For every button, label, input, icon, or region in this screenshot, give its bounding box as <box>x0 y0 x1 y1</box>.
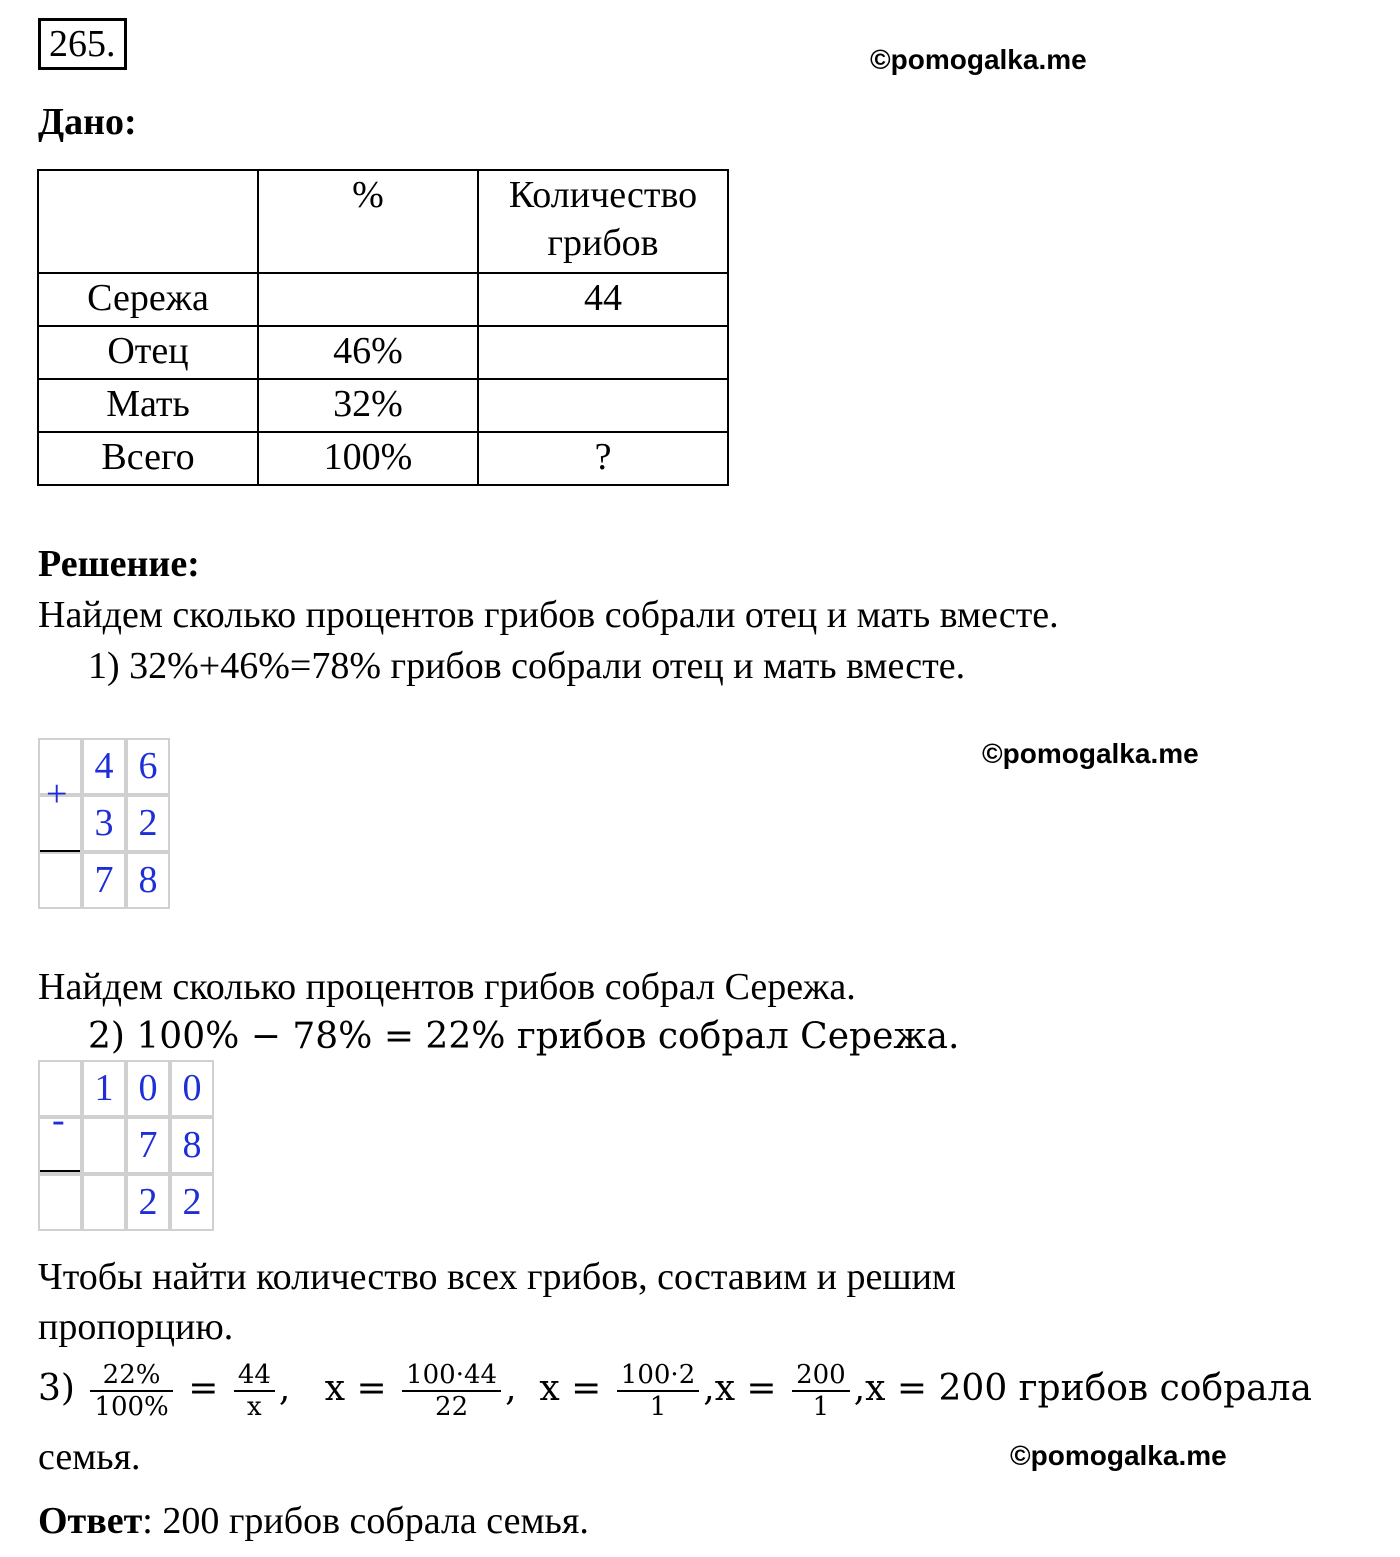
answer-label: Ответ <box>38 1500 143 1542</box>
step2-intro: Найдем сколько процентов грибов собрал Сережа. <box>38 966 856 1008</box>
x-equals: x = <box>324 1368 387 1409</box>
table-cell: 32% <box>258 379 478 432</box>
grid-cell: 2 <box>170 1174 214 1231</box>
grid-cell: 8 <box>170 1117 214 1174</box>
grid-cell: 1 <box>82 1060 126 1117</box>
table-cell: Сережа <box>38 273 258 326</box>
step3-result-line2: семья. <box>38 1436 141 1478</box>
fraction: $\frac{100\cdot 2}{1}$ <box>617 1360 699 1422</box>
grid-cell: 7 <box>82 852 126 909</box>
step3-result: x = 200 грибов собрала <box>865 1368 1312 1409</box>
table-row <box>38 432 728 485</box>
step3-prefix: 3) <box>38 1368 75 1409</box>
subtraction-grid <box>38 1060 214 1231</box>
answer-line <box>38 1496 589 1546</box>
grid-cell: 2 <box>126 1174 170 1231</box>
table-cell <box>478 379 728 432</box>
addition-rule <box>40 850 80 852</box>
addition-grid <box>38 738 170 909</box>
step1-intro: Найдем сколько процентов грибов собрали отец и мать вместе. <box>38 594 1059 636</box>
problem-number: 265. <box>38 18 127 70</box>
subtraction-rule <box>40 1170 80 1172</box>
grid-cell: 6 <box>126 738 170 795</box>
step3-intro-line2: пропорцию. <box>38 1306 234 1348</box>
grid-cell: 2 <box>126 795 170 852</box>
grid-cell <box>38 852 82 909</box>
fraction: $\frac{22\%}{100\%}$ <box>90 1360 172 1422</box>
table-row <box>38 379 728 432</box>
grid-cell: 0 <box>126 1060 170 1117</box>
watermark-top: ©pomogalka.me <box>870 44 1087 75</box>
table-cell: Всего <box>38 432 258 485</box>
table-cell <box>258 273 478 326</box>
plus-sign: + <box>46 773 68 815</box>
table-cell <box>38 170 258 273</box>
x-equals: x = <box>539 1368 602 1409</box>
fraction: $\frac{100\cdot 44}{22}$ <box>402 1360 501 1422</box>
equals: = <box>188 1368 219 1409</box>
step1-equation: 1) 32%+46%=78% грибов собрали отец и мать вместе. <box>88 645 966 687</box>
answer-text: : 200 грибов собрала семья. <box>142 1500 589 1542</box>
watermark-bottom: ©pomogalka.me <box>1010 1440 1227 1471</box>
table-row <box>38 326 728 379</box>
solution-heading: Решение: <box>38 543 200 585</box>
given-table <box>37 169 729 486</box>
grid-cell: 7 <box>126 1117 170 1174</box>
table-cell: Отец <box>38 326 258 379</box>
fraction: $\frac{44}{x}$ <box>234 1360 275 1422</box>
table-row <box>38 273 728 326</box>
grid-cell <box>82 1174 126 1231</box>
grid-cell <box>38 1174 82 1231</box>
given-heading: Дано: <box>38 101 137 143</box>
table-cell: Количество грибов <box>478 170 728 273</box>
grid-cell: 0 <box>170 1060 214 1117</box>
table-cell: 100% <box>258 432 478 485</box>
table-cell: Мать <box>38 379 258 432</box>
table-cell: % <box>258 170 478 273</box>
table-cell: 44 <box>478 273 728 326</box>
grid-cell: 8 <box>126 852 170 909</box>
grid-cell: 3 <box>82 795 126 852</box>
table-header-row <box>38 170 728 273</box>
step3-intro-line1: Чтобы найти количество всех грибов, составим и решим <box>38 1256 956 1298</box>
minus-sign: - <box>52 1099 65 1141</box>
fraction: $\frac{200}{1}$ <box>792 1360 850 1422</box>
table-cell: 46% <box>258 326 478 379</box>
table-cell: ? <box>478 432 728 485</box>
grid-cell: 4 <box>82 738 126 795</box>
table-cell <box>478 326 728 379</box>
watermark-middle: ©pomogalka.me <box>982 738 1199 769</box>
grid-cell <box>82 1117 126 1174</box>
x-equals: x = <box>714 1368 777 1409</box>
step2-equation: 2) 100% − 78% = 22% грибов собрал Сережа. <box>88 1016 960 1057</box>
step3-equation: 3) $\frac{22\%}{100\%}$ = $\frac{44}{x}$ , x = $\frac{100\cdot 44}{22}$ , x = $\frac{100\cdot 2}{1}$ ,x = $\frac{200}{1}$ ,x = 200 грибов собрала <box>38 1360 1312 1422</box>
